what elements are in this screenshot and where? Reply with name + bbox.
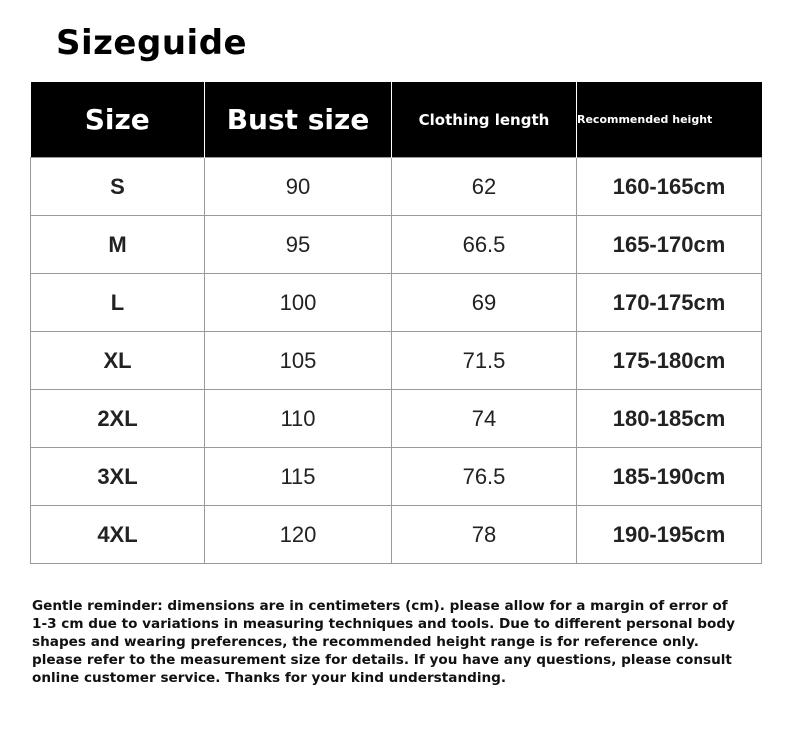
table-header-row <box>31 82 762 158</box>
cell-size: 4XL <box>31 506 205 564</box>
cell-bust: 100 <box>205 274 392 332</box>
cell-length: 69 <box>392 274 577 332</box>
note-line: 1-3 cm due to variations in measuring techniques and tools. Due to different personal body <box>32 616 735 632</box>
cell-size: 3XL <box>31 448 205 506</box>
cell-height: 170-175cm <box>577 274 762 332</box>
table-row <box>31 448 762 506</box>
cell-length: 71.5 <box>392 332 577 390</box>
cell-bust: 90 <box>205 158 392 216</box>
cell-height: 180-185cm <box>577 390 762 448</box>
cell-height: 190-195cm <box>577 506 762 564</box>
table-row <box>31 158 762 216</box>
cell-height: 165-170cm <box>577 216 762 274</box>
cell-length: 78 <box>392 506 577 564</box>
cell-length: 66.5 <box>392 216 577 274</box>
cell-bust: 120 <box>205 506 392 564</box>
cell-bust: 105 <box>205 332 392 390</box>
reminder-note <box>32 597 762 687</box>
page-title: Sizeguide <box>56 23 248 63</box>
table-row <box>31 506 762 564</box>
cell-size: S <box>31 158 205 216</box>
cell-size: L <box>31 274 205 332</box>
cell-length: 76.5 <box>392 448 577 506</box>
cell-size: M <box>31 216 205 274</box>
cell-size: XL <box>31 332 205 390</box>
table-row <box>31 216 762 274</box>
size-table <box>30 82 762 564</box>
cell-height: 175-180cm <box>577 332 762 390</box>
note-line: shapes and wearing preferences, the recommended height range is for reference only. <box>32 634 699 650</box>
cell-height: 160-165cm <box>577 158 762 216</box>
cell-height: 185-190cm <box>577 448 762 506</box>
cell-length: 74 <box>392 390 577 448</box>
header-size: Size <box>31 82 205 158</box>
cell-bust: 110 <box>205 390 392 448</box>
cell-length: 62 <box>392 158 577 216</box>
table-row <box>31 390 762 448</box>
cell-bust: 95 <box>205 216 392 274</box>
note-line: Gentle reminder: dimensions are in centimeters (cm). please allow for a margin of error of <box>32 598 728 614</box>
table-row <box>31 332 762 390</box>
note-line: please refer to the measurement size for details. If you have any questions, please consult <box>32 652 732 668</box>
note-line: online customer service. Thanks for your kind understanding. <box>32 670 507 686</box>
cell-size: 2XL <box>31 390 205 448</box>
header-clothing-length: Clothing length <box>392 82 577 158</box>
cell-bust: 115 <box>205 448 392 506</box>
header-bust-size: Bust size <box>205 82 392 158</box>
header-recommended-height: Recommended height <box>577 82 762 158</box>
table-row <box>31 274 762 332</box>
